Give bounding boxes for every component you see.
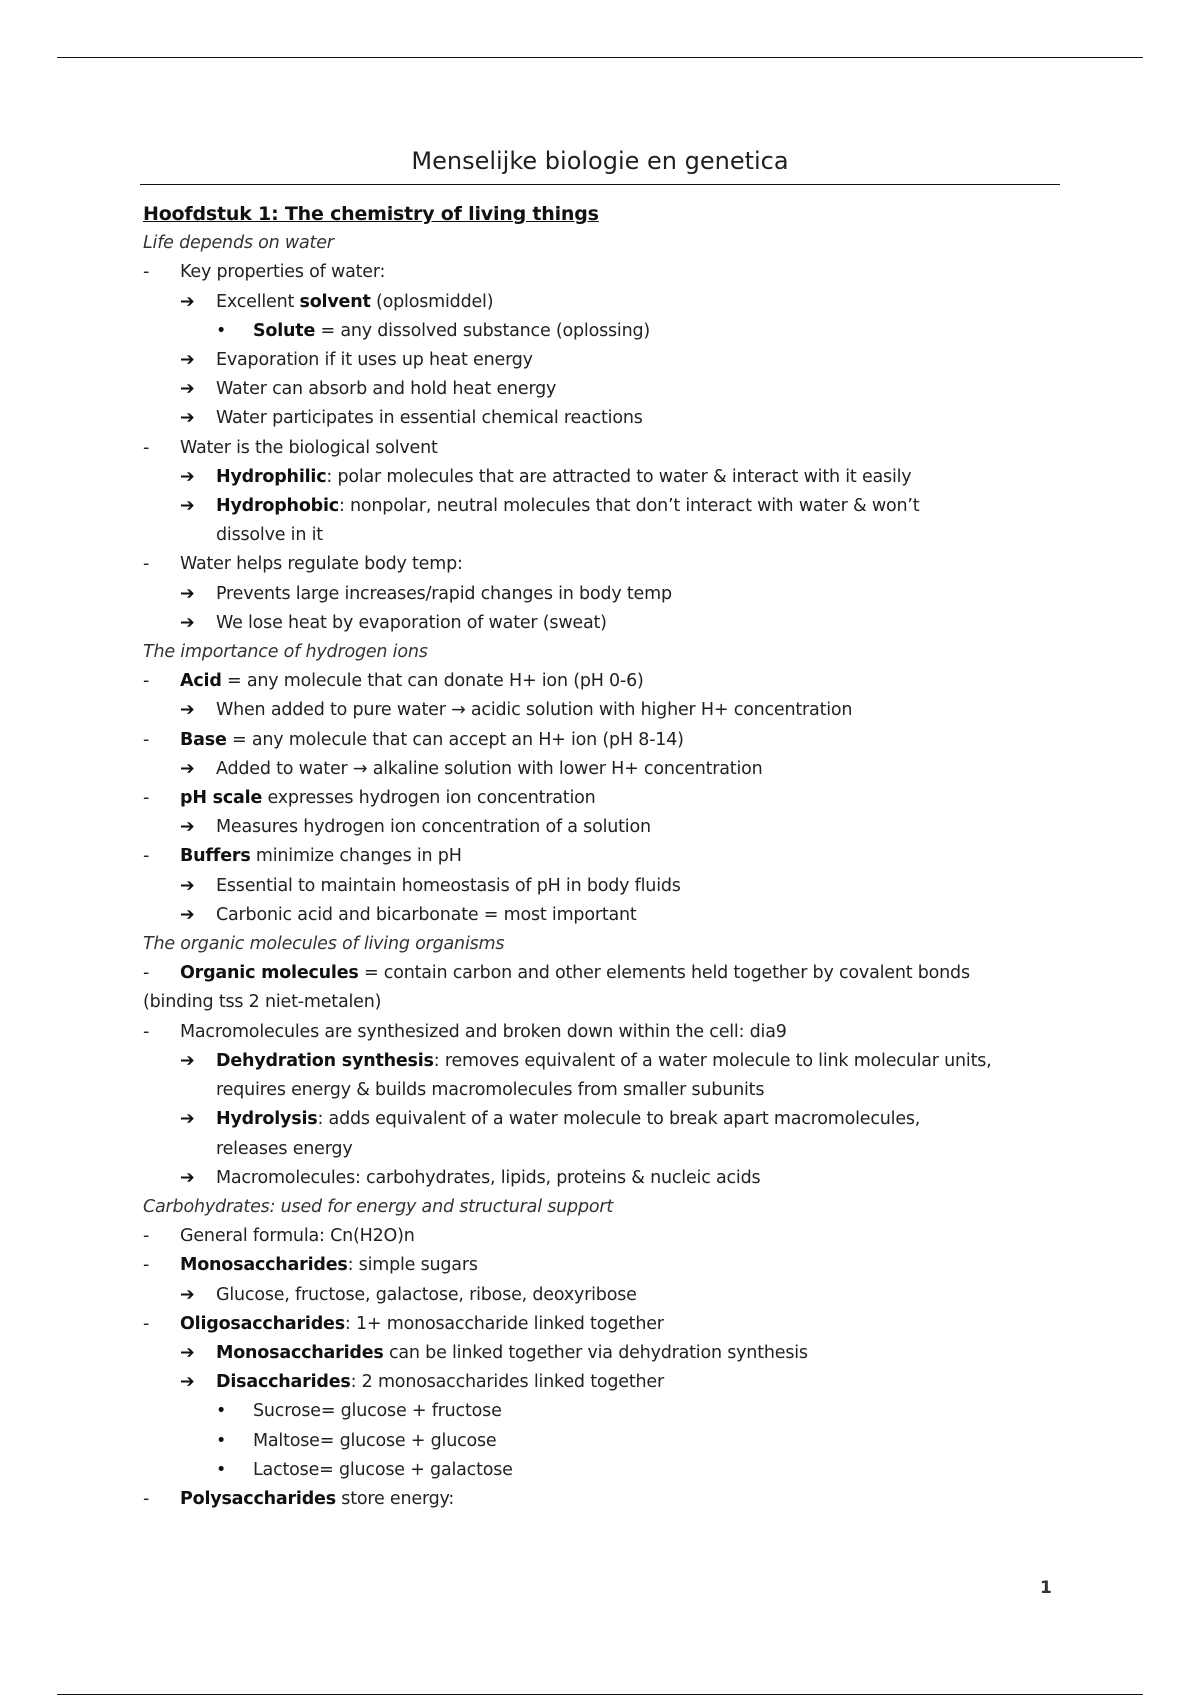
bullet-icon: • (216, 320, 227, 341)
list-item-continuation: (binding tss 2 niet-metalen) (143, 992, 382, 1013)
list-item-continuation: releases energy (216, 1138, 353, 1159)
list-item: ➔ Water participates in essential chemical reactions (143, 404, 1063, 433)
list-item-continuation: dissolve in it (216, 525, 323, 546)
list-item: - Acid = any molecule that can donate H+ ion (pH 0-6) (143, 671, 644, 692)
section-heading: Carbohydrates: used for energy and structural support (143, 1196, 614, 1217)
arrow-icon: ➔ (180, 583, 195, 604)
arrow-icon: ➔ (180, 875, 195, 896)
arrow-icon: ➔ (180, 1372, 195, 1393)
list-item: ➔ Evaporation if it uses up heat energy (143, 346, 1063, 375)
page-number: 1 (1040, 1578, 1052, 1598)
arrow-icon: ➔ (180, 466, 195, 487)
list-item: - Polysaccharides store energy: (143, 1488, 455, 1509)
list-item: - Water helps regulate body temp: (143, 554, 463, 575)
title-underline (140, 184, 1060, 185)
document-body (143, 200, 1063, 1514)
bullet-icon: • (216, 1459, 227, 1480)
list-item: - Key properties of water: (143, 262, 386, 283)
bottom-border-line (57, 1694, 1143, 1695)
top-border-line (57, 57, 1143, 58)
arrow-icon: ➔ (180, 350, 195, 371)
arrow-icon: ➔ (180, 496, 195, 517)
list-item: - General formula: Cn(H2O)n (143, 1226, 415, 1247)
arrow-icon: ➔ (180, 291, 195, 312)
list-item: ➔ When added to pure water → acidic solution with higher H+ concentration (143, 696, 1063, 725)
list-item-continuation: requires energy & builds macromolecules from smaller subunits (216, 1080, 765, 1101)
arrow-icon: ➔ (180, 379, 195, 400)
list-item: - Macromolecules are synthesized and broken down within the cell: dia9 (143, 1021, 787, 1042)
section-heading: The organic molecules of living organisms (143, 934, 505, 955)
section-heading: Life depends on water (143, 233, 334, 254)
list-item: ➔ Hydrolysis: adds equivalent of a water molecule to break apart macromolecules, (143, 1105, 1063, 1134)
list-item: • Solute = any dissolved substance (oplossing) (143, 317, 1063, 346)
list-item: ➔ Water can absorb and hold heat energy (143, 375, 1063, 404)
list-item: ➔ Macromolecules: carbohydrates, lipids, proteins & nucleic acids (143, 1164, 1063, 1193)
arrow-icon: ➔ (180, 758, 195, 779)
chapter-heading: Hoofdstuk 1: The chemistry of living things (143, 203, 599, 225)
list-item: • Lactose= glucose + galactose (143, 1456, 1063, 1485)
section-heading: The importance of hydrogen ions (143, 642, 428, 663)
list-item: - Organic molecules = contain carbon and other elements held together by covalent bonds (143, 963, 970, 984)
bullet-icon: • (216, 1401, 227, 1422)
arrow-icon: ➔ (180, 700, 195, 721)
list-item: - Monosaccharides: simple sugars (143, 1255, 478, 1276)
bullet-icon: • (216, 1430, 227, 1451)
list-item: - pH scale expresses hydrogen ion concentration (143, 788, 596, 809)
list-item: ➔ Monosaccharides can be linked together via dehydration synthesis (143, 1339, 1063, 1368)
document-title: Menselijke biologie en genetica (411, 147, 789, 175)
list-item: ➔ Glucose, fructose, galactose, ribose, deoxyribose (143, 1281, 1063, 1310)
arrow-icon: ➔ (180, 408, 195, 429)
list-item: ➔ Excellent solvent (oplosmiddel) (143, 288, 1063, 317)
list-item: - Water is the biological solvent (143, 437, 438, 458)
arrow-icon: ➔ (180, 904, 195, 925)
list-item: ➔ Prevents large increases/rapid changes in body temp (143, 580, 1063, 609)
list-item: ➔ Dehydration synthesis: removes equivalent of a water molecule to link molecular units, (143, 1047, 1063, 1076)
list-item: • Maltose= glucose + glucose (143, 1427, 1063, 1456)
list-item: - Base = any molecule that can accept an H+ ion (pH 8-14) (143, 729, 684, 750)
arrow-icon: ➔ (180, 1050, 195, 1071)
list-item: ➔ Disaccharides: 2 monosaccharides linked together (143, 1368, 1063, 1397)
list-item: ➔ Hydrophobic: nonpolar, neutral molecules that don’t interact with water & won’t (143, 492, 1063, 521)
list-item: ➔ Hydrophilic: polar molecules that are attracted to water & interact with it easily (143, 463, 1063, 492)
arrow-icon: ➔ (180, 1284, 195, 1305)
arrow-icon: ➔ (180, 1167, 195, 1188)
list-item: ➔ Added to water → alkaline solution with lower H+ concentration (143, 755, 1063, 784)
list-item: • Sucrose= glucose + fructose (143, 1397, 1063, 1426)
arrow-icon: ➔ (180, 1342, 195, 1363)
list-item: ➔ We lose heat by evaporation of water (sweat) (143, 609, 1063, 638)
arrow-icon: ➔ (180, 817, 195, 838)
arrow-icon: ➔ (180, 1109, 195, 1130)
list-item: ➔ Essential to maintain homeostasis of pH in body fluids (143, 872, 1063, 901)
list-item: ➔ Measures hydrogen ion concentration of a solution (143, 813, 1063, 842)
list-item: - Buffers minimize changes in pH (143, 846, 462, 867)
arrow-icon: ➔ (180, 612, 195, 633)
list-item: - Oligosaccharides: 1+ monosaccharide linked together (143, 1313, 664, 1334)
list-item: ➔ Carbonic acid and bicarbonate = most important (143, 901, 1063, 930)
